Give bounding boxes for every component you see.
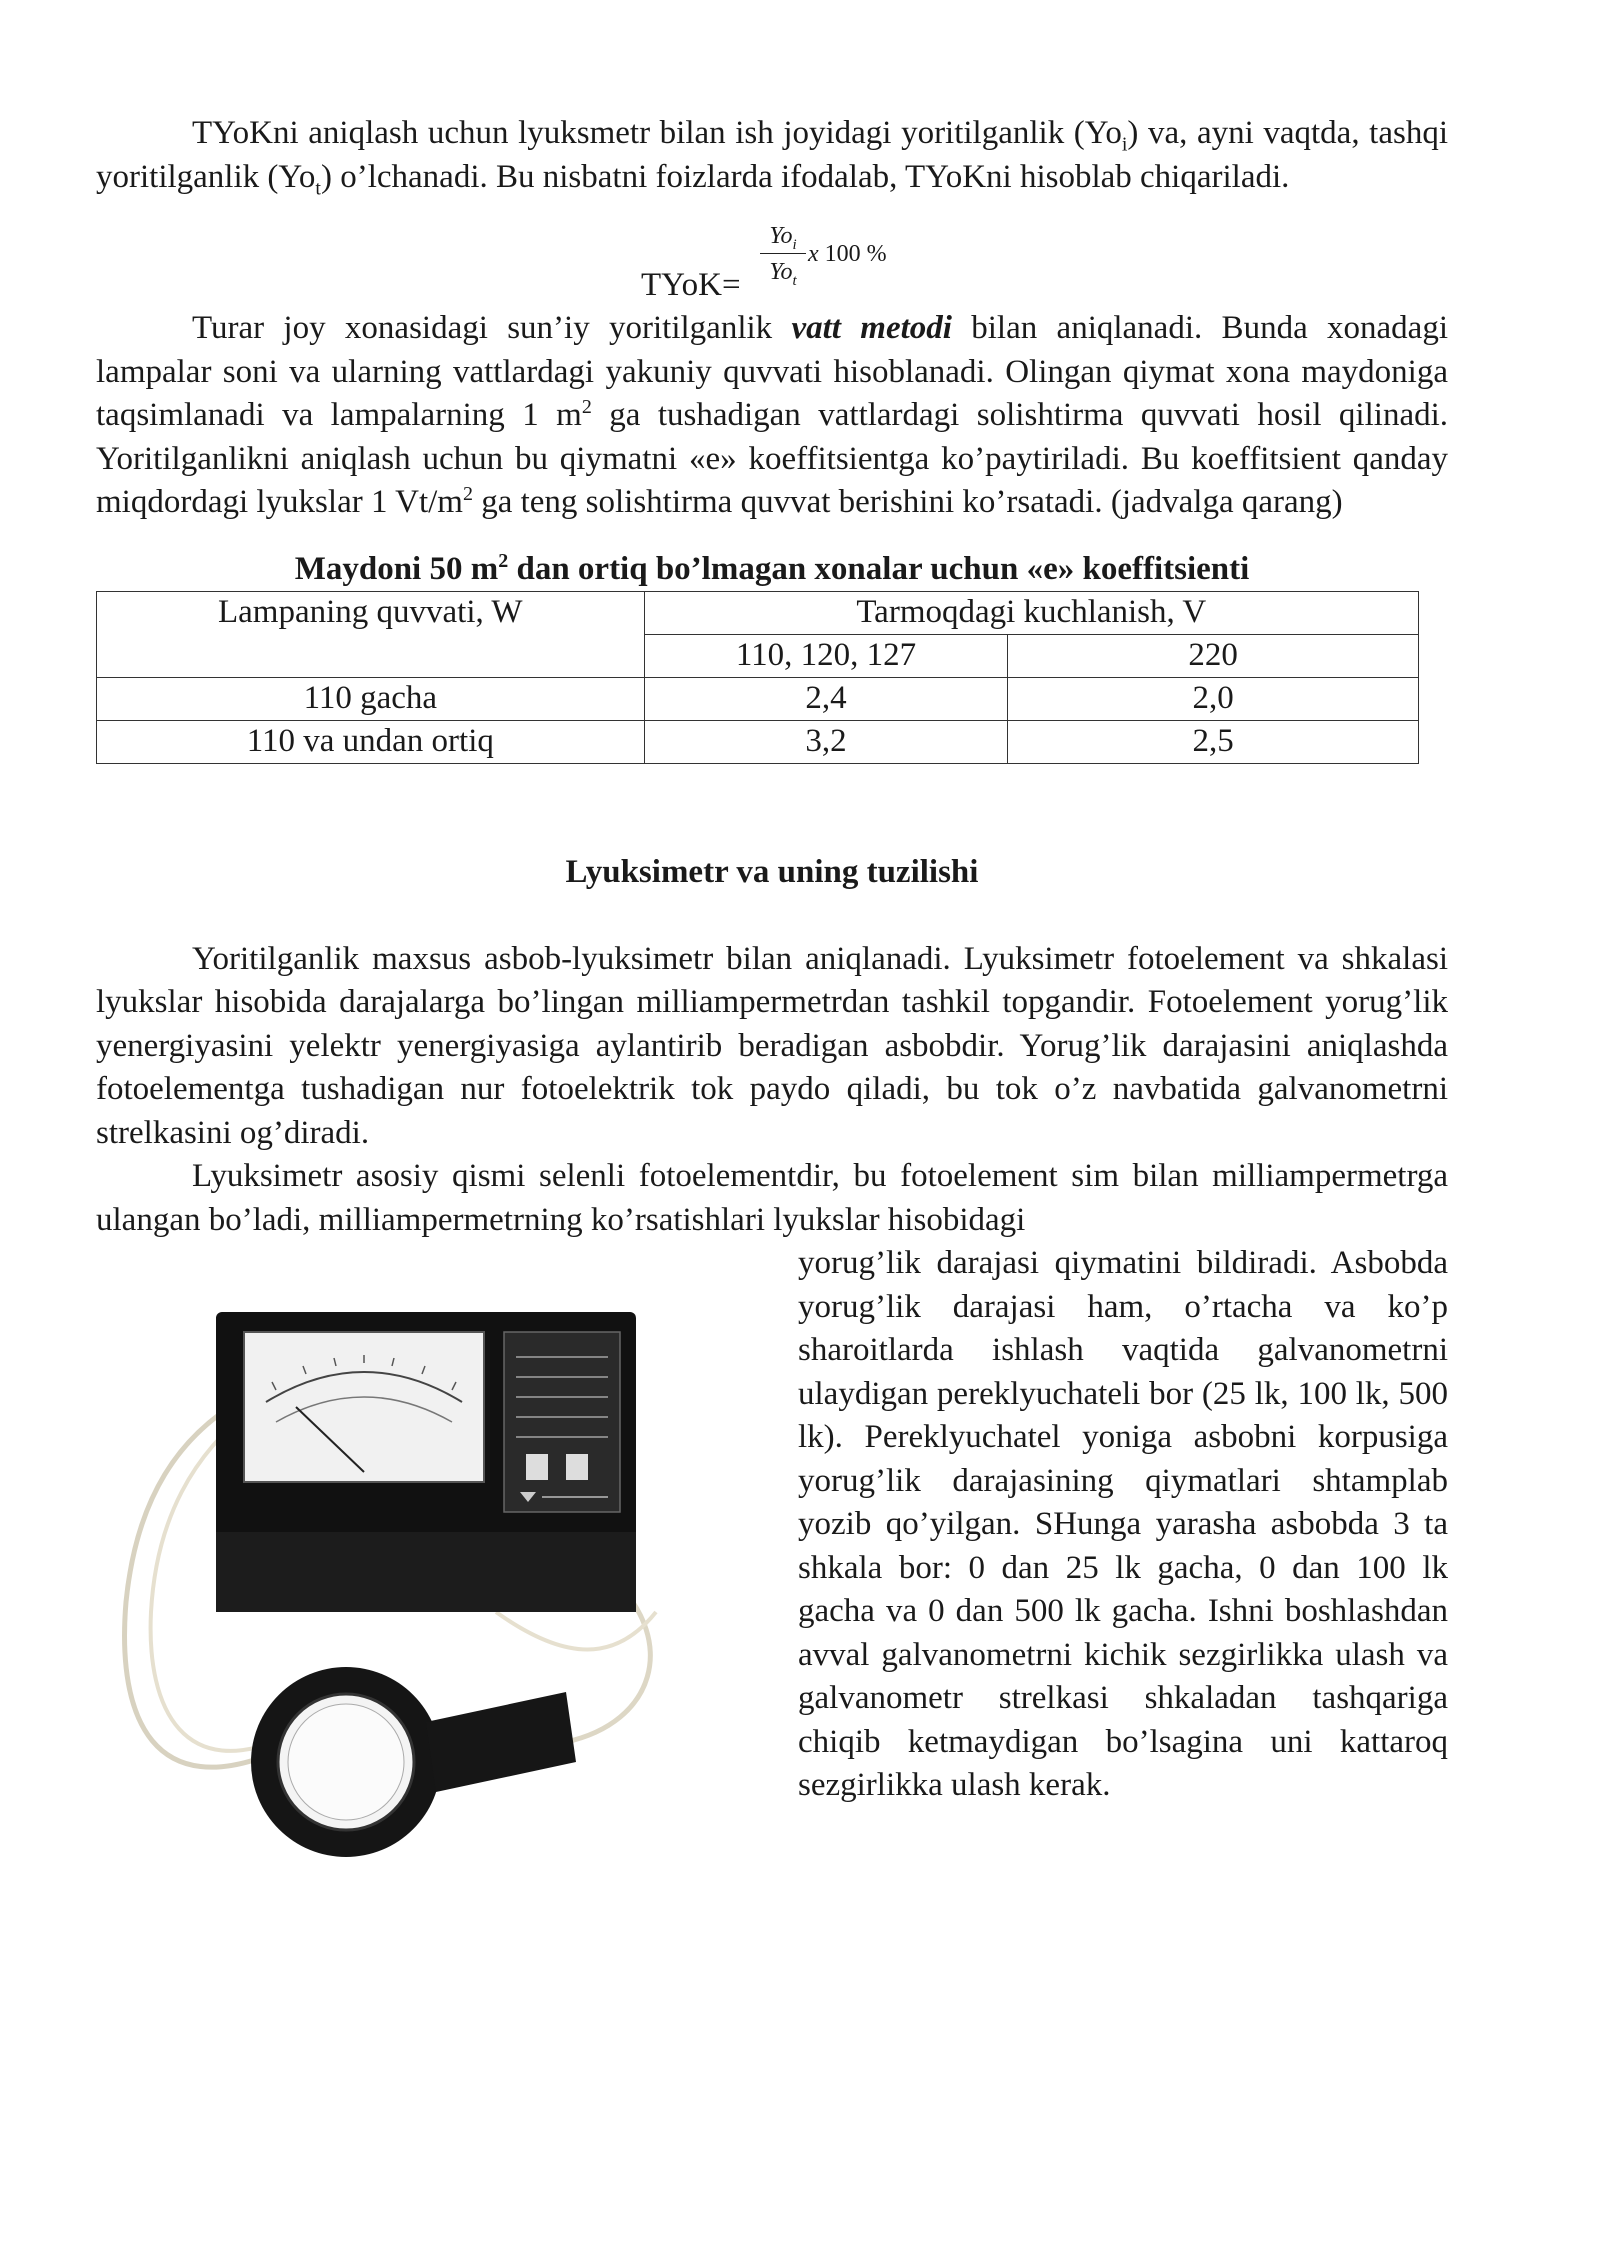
formula-lhs: TYoK= — [641, 267, 741, 303]
range-switch — [566, 1454, 588, 1480]
table-title: Maydoni 50 $m^2$ dan ortiq bo’lmagan xonalar uchun «e» koeffitsienti — [294, 549, 1250, 587]
formula-multiplier: x 100 % — [808, 241, 887, 267]
watt-method-paragraph: Turar joy xonasidagi sun’iy yoritilganlik vatt metodi bilan aniqlanadi. Bunda xonadagi lampalar soni va ularning vattlardagi yakuniy quvvati hisoblanadi. Olingan qiymat xona maydoniga taqsimlanadi va lampalarning 1 $m^2$ ga tushadigan vattlardagi solishtirma quvvati hosil qilinadi. Yoritilganlikni aniqlash uchun bu qiymatni «e» koeffitsientga ko’paytiriladi. Bu koeffitsient qanday miqdordagi lyukslar 1 $Vt/m^2$ ga teng solishtirma quvvat berishini ko’rsatadi. (jadvalga qarang) — [96, 310, 1449, 520]
table-subheader: 110, 120, 127 — [644, 634, 1008, 677]
luxmeter-figure-block — [96, 1242, 1448, 1907]
luxmeter-photo — [96, 1282, 746, 1882]
gauge-dial — [244, 1332, 484, 1482]
section-title: Lyuksimetr va uning tuzilishi — [565, 853, 979, 890]
table-cell: 110 va undan ortiq — [97, 720, 645, 763]
range-switch — [526, 1454, 548, 1480]
table-cell: 2,4 — [644, 677, 1008, 720]
intro-paragraph: TYoKni aniqlash uchun lyuksmetr bilan ish joyidagi yoritilganlik $(Yo_i)$ va, ayni vaqtda, tashqi yoritilganlik $(Yo_t)$ o’lchanadi. Bu nisbatni foizlarda ifodalab, TYoKni hisoblab chiqariladi. — [96, 115, 1448, 200]
luxmeter-description-continued: yorug’lik darajasi qiymatini bildiradi. Asbobda yorug’lik darajasi ham, o’rtacha va ko’p sharoitlarda ishlash vaqtida galvanometrni ulaydigan pereklyuchateli bor (25 lk, 100 lk, 500 lk). Pereklyuchatel yoniga asbobni korpusiga yorug’lik darajasining qiymatlari shtamplab yozib qo’yilgan. SHunga yarasha asbobda 3 ta shkala bor: 0 dan 25 lk gacha, 0 dan 100 lk gacha va 0 dan 500 lk gacha. Ishni boshlashdan avval galvanometrni kichik sezgirlikka ulash va galvanometr strelkasi shkaladan tashqariga chiqib ketmaydigan bo’lsagina uni kattaroq sezgirlikka ulash kerak. — [798, 1245, 1448, 1803]
luxmeter-structure-paragraph: Lyuksimetr asosiy qismi selenli fotoelementdir, bu fotoelement sim bilan milliampermetrga ulangan bo’ladi, milliampermetrning ko’rsatishlari lyukslar hisobidagi — [96, 1158, 1448, 1238]
table-row — [97, 677, 1419, 720]
formula-numerator: $Yo_i$ — [760, 219, 806, 254]
scale-panel — [504, 1332, 620, 1512]
table-cell: 3,2 — [644, 720, 1008, 763]
table-cell: 110 gacha — [97, 677, 645, 720]
tyok-formula — [96, 219, 1448, 307]
table-header-power: Lampaning quvvati, W — [97, 591, 645, 677]
table-subheader: 220 — [1008, 634, 1419, 677]
table-header-row — [97, 591, 1419, 634]
table-row — [97, 720, 1419, 763]
coefficient-table — [96, 591, 1419, 764]
luxmeter-intro-paragraph: Yoritilganlik maxsus asbob-lyuksimetr bilan aniqlanadi. Lyuksimetr fotoelement va shkalasi lyukslar hisobida darajalarga bo’lingan milliampermetrdan tashkil topgandir. Fotoelement yorug’lik yenergiyasini yelektr yenergiyasiga aylantirib beradigan asbobdir. Yorug’lik darajasini aniqlashda fotoelementga tushadigan nur fotoelektrik tok paydo qiladi, bu tok o’z navbatida galvanometrni strelkasini og’diradi. — [96, 940, 1448, 1151]
table-cell: 2,0 — [1008, 677, 1419, 720]
table-header-voltage: Tarmoqdagi kuchlanish, V — [644, 591, 1418, 634]
watt-method-term: vatt metodi — [791, 310, 952, 346]
formula-fraction — [760, 219, 806, 290]
sensor-handle — [426, 1692, 576, 1792]
document-page — [96, 112, 1448, 1907]
formula-denominator: $Yo_t$ — [769, 259, 797, 289]
table-cell: 2,5 — [1008, 720, 1419, 763]
